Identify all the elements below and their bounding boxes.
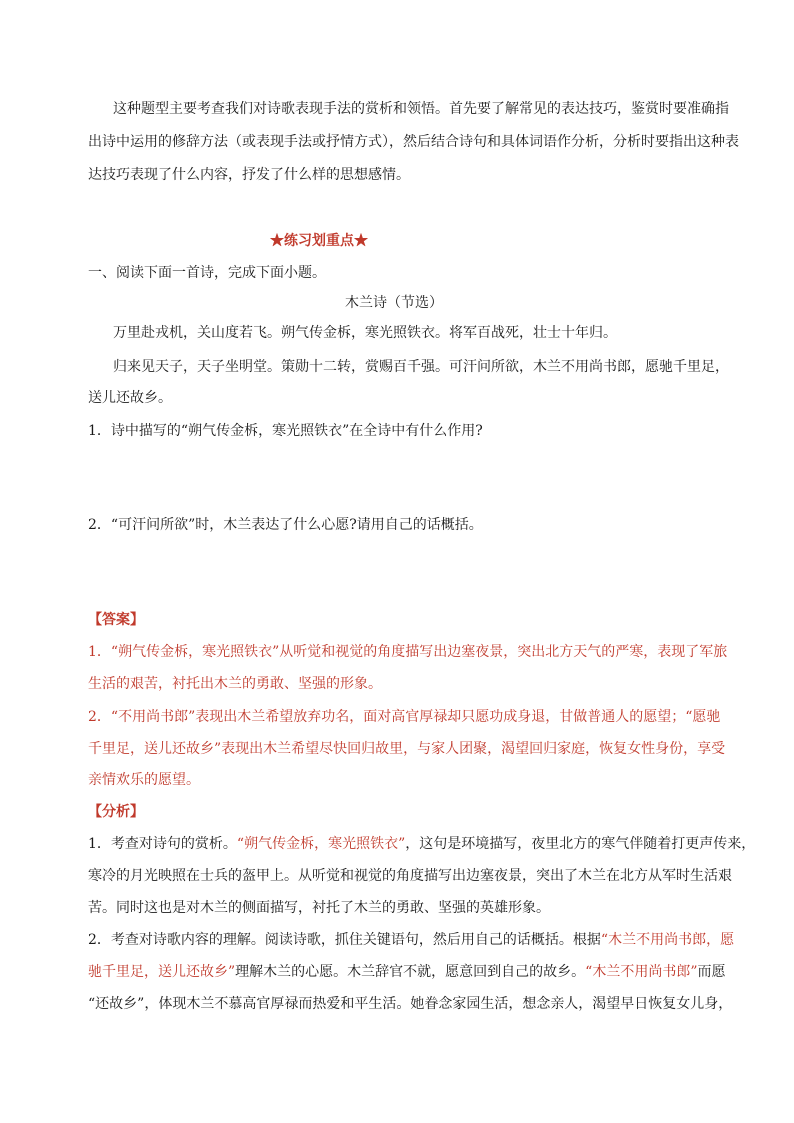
poem-line-1: 万里赴戎机，关山度若飞。朔气传金柝，寒光照铁衣。将军百战死，壮士十年归。 — [113, 325, 617, 341]
analysis-1-line-2: 寒冷的月光映照在士兵的盔甲上。从听觉和视觉的角度描写出边塞夜景，突出了木兰在北方从军时生活艰 — [88, 868, 732, 884]
answer-2-line-2: 千里足，送儿还故乡”表现出木兰希望尽快回归故里，与家人团聚，渴望回归家庭，恢复女性身份，享受 — [88, 741, 726, 757]
question-1: 1．诗中描写的“朔气传金柝，寒光照铁衣”在全诗中有什么作用? — [88, 423, 483, 439]
intro-line-1: 这种题型主要考查我们对诗歌表现手法的赏析和领悟。首先要了解常见的表达技巧，鉴赏时要准确指 — [113, 101, 729, 117]
intro-line-3: 达技巧表现了什么内容，抒发了什么样的思想感情。 — [88, 167, 410, 183]
analysis-1-line-1 — [88, 833, 755, 855]
answer-1-line-2: 生活的艰苦，衬托出木兰的勇敢、坚强的形象。 — [88, 676, 382, 692]
poem-title: 木兰诗（节选） — [345, 295, 443, 311]
answer-heading: 【答案】 — [88, 612, 144, 628]
poem-line-3: 送儿还故乡。 — [88, 390, 172, 406]
answer-2-line-3: 亲情欢乐的愿望。 — [88, 772, 200, 788]
practice-title: ★练习划重点★ — [270, 233, 368, 249]
analysis-2-quote-1-cont: 驰千里足，送儿还故乡” — [88, 964, 236, 980]
intro-line-2: 出诗中运用的修辞方法（或表现手法或抒情方式），然后结合诗句和具体词语作分析，分析时要指出这种表 — [88, 134, 739, 150]
analysis-2-text-d: 而愿 — [697, 964, 726, 980]
analysis-2-text-a: 2．考查对诗歌内容的理解。阅读诗歌，抓住关键语句，然后用自己的话概括。根据 — [88, 932, 601, 948]
poem-line-2: 归来见天子，天子坐明堂。策勋十二转，赏赐百千强。可汗问所欲，木兰不用尚书郎，愿驰千里足， — [113, 359, 729, 375]
analysis-1-quote: “朔气传金柝，寒光照铁衣” — [236, 836, 406, 852]
answer-1-line-1: 1．“朔气传金柝，寒光照铁衣”从听觉和视觉的角度描写出边塞夜景，突出北方天气的严寒，表现了军旅 — [88, 644, 728, 660]
analysis-2-line-1 — [88, 929, 734, 951]
analysis-heading: 【分析】 — [88, 804, 144, 820]
analysis-2-line-2 — [88, 961, 726, 983]
analysis-2-line-3: “还故乡”，体现木兰不慕高官厚禄而热爱和平生活。她眷念家园生活，想念亲人，渴望早日恢复女儿身， — [88, 996, 733, 1012]
section-heading: 一、阅读下面一首诗，完成下面小题。 — [88, 265, 326, 281]
analysis-2-quote-1: “木兰不用尚书郎，愿 — [600, 932, 735, 948]
analysis-2-text-b: 理解木兰的心愿。木兰辞官不就，愿意回到自己的故乡。 — [235, 964, 586, 980]
analysis-1-text-c: ，这句是环境描写，夜里北方的寒气伴随着打更声传来， — [405, 836, 756, 852]
analysis-1-line-3: 苦。同时这也是对木兰的侧面描写，衬托了木兰的勇敢、坚强的英雄形象。 — [88, 900, 550, 916]
analysis-2-quote-2: “木兰不用尚书郎” — [585, 964, 698, 980]
analysis-1-text-a: 1．考查对诗句的赏析。 — [88, 836, 237, 852]
answer-2-line-1: 2．“不用尚书郎”表现出木兰希望放弃功名，面对高官厚禄却只愿功成身退，甘做普通人的愿望；“愿驰 — [88, 709, 721, 725]
question-2: 2．“可汗问所欲”时，木兰表达了什么心愿?请用自己的话概括。 — [88, 517, 483, 533]
